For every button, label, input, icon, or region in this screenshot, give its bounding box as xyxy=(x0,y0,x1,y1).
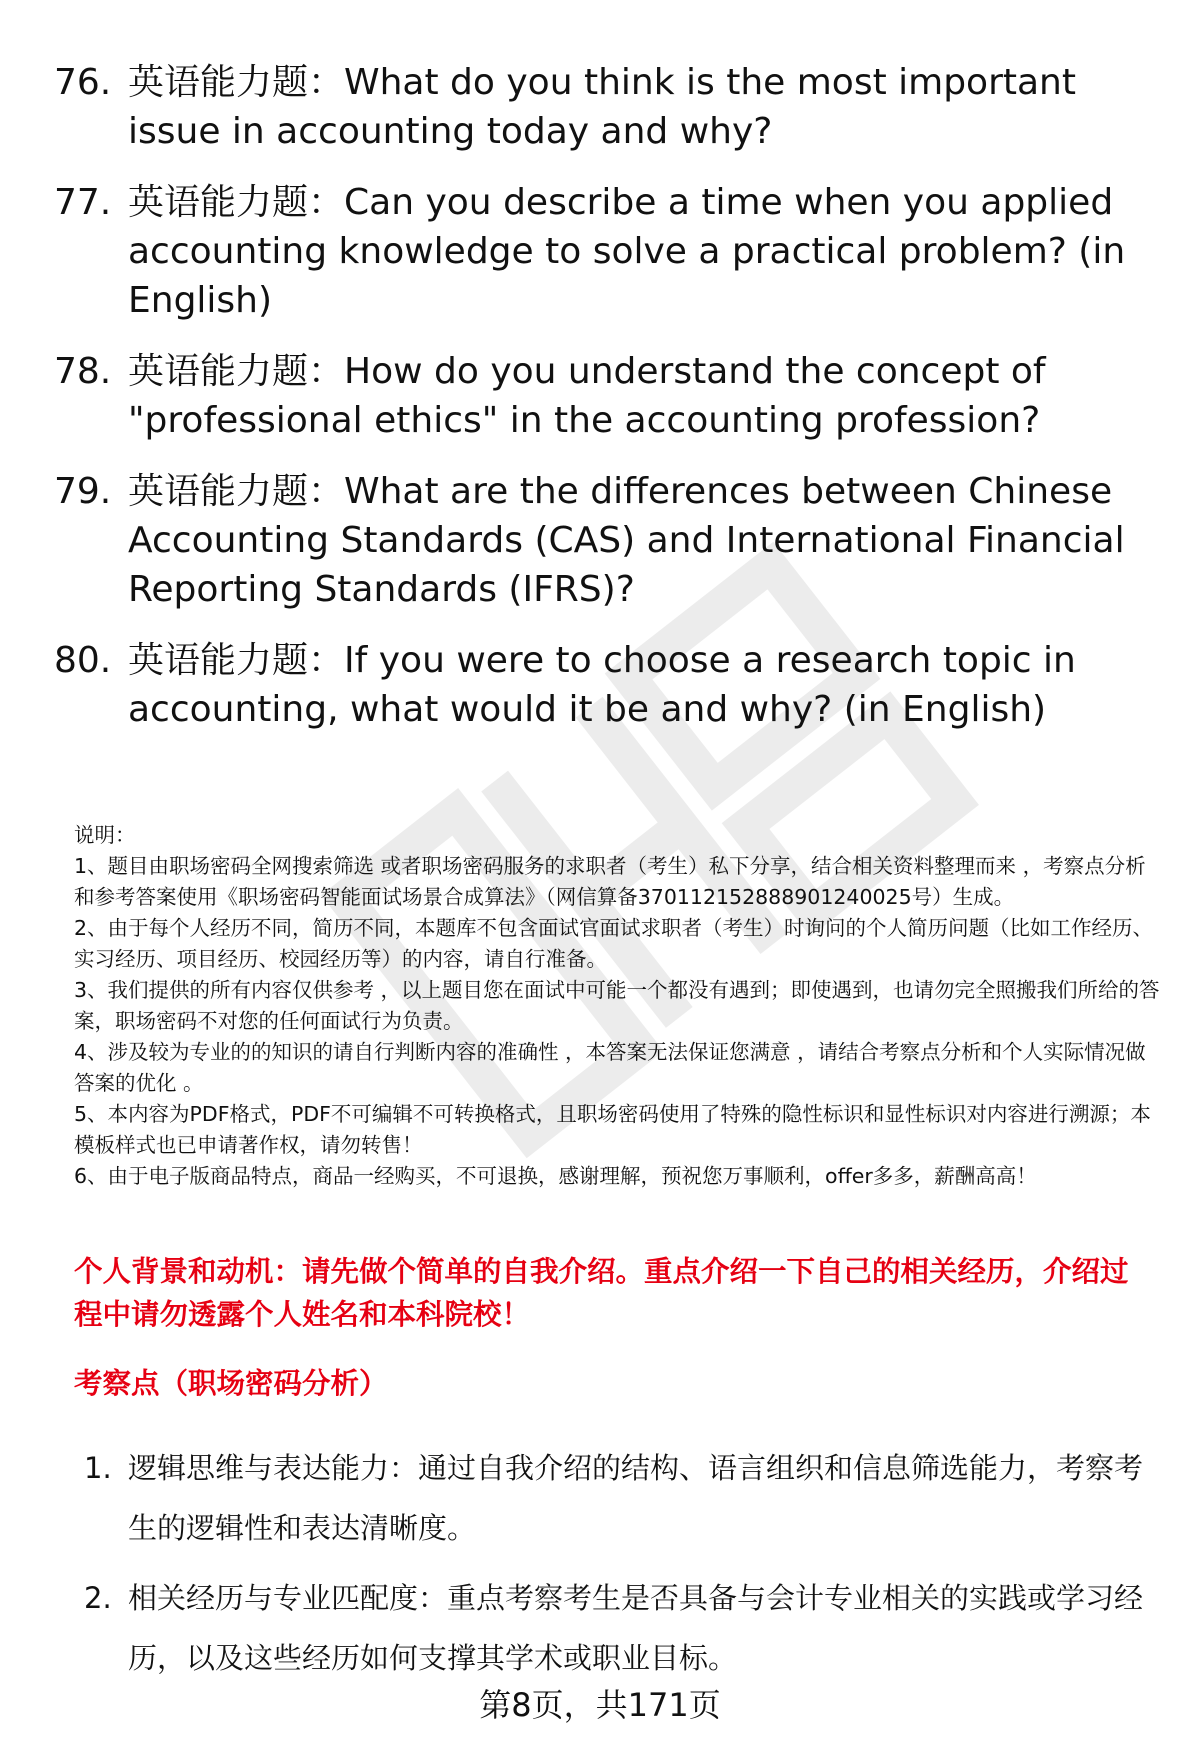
analysis-points xyxy=(84,1438,1154,1698)
question-number: 79. xyxy=(54,471,112,512)
point-text: 相关经历与专业匹配度：重点考察考生是否具备与会计专业相关的实践或学习经历，以及这些经历如何支撑其学术或职业目标。 xyxy=(128,1581,1144,1675)
question-body xyxy=(128,347,1154,445)
question-text: What do you think is the most important issue in accounting today and why? xyxy=(128,62,1076,152)
question-prefix: 英语能力题： xyxy=(128,62,345,103)
question-text: What are the differences between Chinese Accounting Standards (CAS) and International Financial Reporting Standards (IFRS)? xyxy=(128,471,1125,610)
question-body xyxy=(128,178,1154,325)
question-text: If you were to choose a research topic in accounting, what would it be and why? (in English) xyxy=(128,640,1076,730)
question-item xyxy=(54,58,1154,156)
question-number: 80. xyxy=(54,640,112,681)
analysis-point xyxy=(84,1568,1154,1688)
question-prefix: 英语能力题： xyxy=(128,351,345,392)
note-item: 4、涉及较为专业的的知识的请自行判断内容的准确性 ，本答案无法保证您满意 ，请结合考察点分析和个人实际情况做答案的优化 。 xyxy=(74,1040,1146,1095)
note-item: 5、本内容为PDF格式，PDF不可编辑不可转换格式，且职场密码使用了特殊的隐性标识和显性标识对内容进行溯源；本模板样式也已申请著作权，请勿转售！ xyxy=(74,1102,1151,1157)
question-body xyxy=(128,467,1154,614)
question-item xyxy=(54,467,1154,614)
point-number: 2. xyxy=(84,1581,112,1615)
question-list xyxy=(54,58,1154,756)
analysis-heading: 考察点（职场密码分析） xyxy=(74,1367,388,1400)
section-heading: 个人背景和动机：请先做个简单的自我介绍。重点介绍一下自己的相关经历，介绍过程中请勿透露个人姓名和本科院校！ xyxy=(74,1255,1129,1331)
question-item xyxy=(54,347,1154,445)
analysis-point xyxy=(84,1438,1154,1558)
question-number: 76. xyxy=(54,62,112,103)
point-text: 逻辑思维与表达能力：通过自我介绍的结构、语言组织和信息筛选能力，考察考生的逻辑性和表达清晰度。 xyxy=(128,1451,1144,1545)
question-prefix: 英语能力题： xyxy=(128,182,345,223)
question-prefix: 英语能力题： xyxy=(128,471,345,512)
question-number: 77. xyxy=(54,182,112,223)
question-text: Can you describe a time when you applied accounting knowledge to solve a practical problem? (in English) xyxy=(128,182,1126,321)
question-number: 78. xyxy=(54,351,112,392)
note-item: 6、由于电子版商品特点，商品一经购买，不可退换，感谢理解，预祝您万事顺利，offer多多，薪酬高高！ xyxy=(74,1164,1037,1188)
note-item: 1、题目由职场密码全网搜索筛选 或者职场密码服务的求职者（考生）私下分享，结合相关资料整理而来 ，考察点分析和参考答案使用《职场密码智能面试场景合成算法》（网信算备370112152888901240025号）生成。 xyxy=(74,854,1146,909)
page-footer: 第8页，共171页 xyxy=(479,1686,721,1724)
note-item: 2、由于每个人经历不同，简历不同，本题库不包含面试官面试求职者（考生）时询问的个人简历问题（比如工作经历、实习经历、项目经历、校园经历等）的内容，请自行准备。 xyxy=(74,916,1154,971)
question-body xyxy=(128,58,1154,156)
question-prefix: 英语能力题： xyxy=(128,640,345,681)
question-item xyxy=(54,178,1154,325)
point-number: 1. xyxy=(84,1451,112,1485)
note-item: 3、我们提供的所有内容仅供参考 ，以上题目您在面试中可能一个都没有遇到；即使遇到，也请勿完全照搬我们所给的答案，职场密码不对您的任何面试行为负责。 xyxy=(74,978,1160,1033)
question-body xyxy=(128,636,1154,734)
question-item xyxy=(54,636,1154,734)
question-text: How do you understand the concept of "professional ethics" in the accounting profession? xyxy=(128,351,1046,441)
notes-title: 说明： xyxy=(74,823,136,847)
notes-section xyxy=(74,820,1164,1192)
